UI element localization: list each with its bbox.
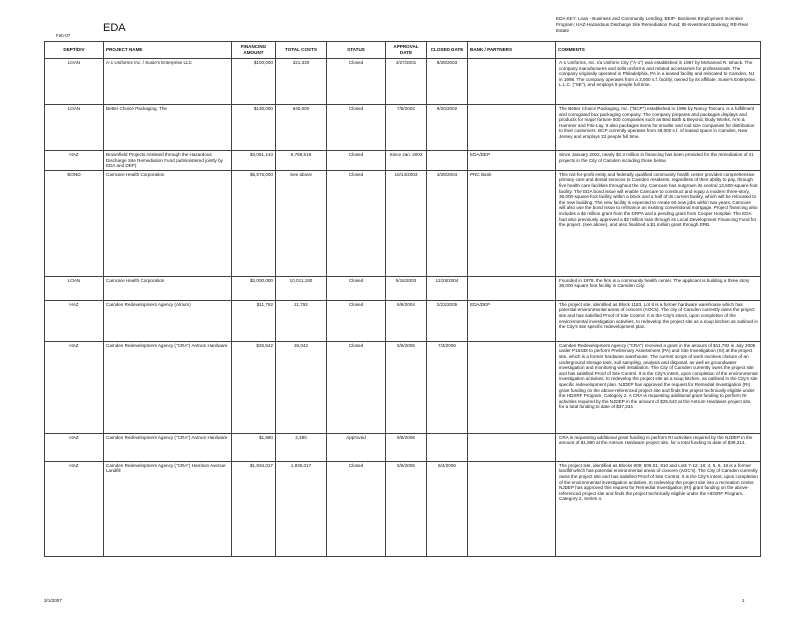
total-cost-cell: 1,935,017 (276, 461, 327, 556)
status-cell: Approved (327, 433, 386, 461)
col-dept: DEPT/DIV (45, 42, 104, 59)
closed-date-cell: 12/28/2004 (427, 276, 468, 300)
project-name-cell: Camden Redevelopment Agency ("CRA") Antrum Hardware (104, 433, 232, 461)
col-financing: FINANCING AMOUNT (232, 42, 276, 59)
project-name-cell: Camden Redevelopment Agency ("CRA") Harrison Avenue Landfill (104, 461, 232, 556)
table-row (45, 105, 761, 151)
closed-date-cell: 9/20/2002 (427, 105, 468, 151)
project-name-cell: Camden Redevelopment Agency (Atrium) (104, 300, 232, 341)
comments-cell: A-1 Uniforms, Inc. t/a Uniform City ("A-1") was established in 1967 by Mohamed R. Ishack. The company manufactures and sells uniforms and related accessories for professionals. The company originally operated in Philadelphia, PA in a leased facility and relocated to Camden, NJ in 1998. The company operates from a 3,000 s.f. facility, owned by its affiliate, Susie's Enterprise, L.L.C. ("SE"), and employs 9 people full time. (556, 59, 761, 105)
projects-table (44, 41, 761, 557)
status-cell: Closed (327, 105, 386, 151)
bank-partners-cell: EDA/DEP (468, 151, 556, 171)
financing-cell: $3,081,143 (232, 151, 276, 171)
financing-cell: $1,934,017 (232, 461, 276, 556)
project-name-cell: A-1 Uniforms Inc. / Susie's Enterprise LLC (104, 59, 232, 105)
approval-date-cell: 6/8/2004 (386, 300, 427, 341)
approval-date-cell: 5/9/2006 (386, 341, 427, 433)
dept-cell: HAZ (45, 300, 104, 341)
project-name-cell: Camden Redevelopment Agency ("CRA") Antrum Hardware (104, 341, 232, 433)
closed-date-cell: 4/29/2004 (427, 170, 468, 276)
table-header-row (45, 42, 761, 59)
table-row (45, 59, 761, 105)
financing-cell: $25,542 (232, 341, 276, 433)
comments-cell: The Better Choice Packaging, Inc. ("BCP") established in 1996 by Nancy Toscani, is a fulfillment and corrugated box packaging company. The company prepares and packages displays and products for major fortune 500 companies such as Bed Bath & Beyond, Body Works, Arm & Hammer and Fito-Lay. It also packages items for smaller and mid size companies for distribution to their customers. BCP currently operates from 28,000 s.f. of leased space in Camden, New Jersey and employs 23 people full time. (556, 105, 761, 151)
total-cost-cell: 26,042 (276, 341, 327, 433)
col-comments: COMMENTS (556, 42, 761, 59)
project-name-cell: Brownfield Projects Assisted through the Hazardous Discharge Site Remediation Fund (administered jointly by EDA and DEP) (104, 151, 232, 171)
dept-cell: BOND (45, 170, 104, 276)
header-date: Feb-07 (56, 33, 71, 38)
financing-cell: $100,000 (232, 59, 276, 105)
approval-date-cell: 7/8/2002 (386, 105, 427, 151)
total-cost-cell: 2,480 (276, 433, 327, 461)
status-cell: Closed (327, 276, 386, 300)
financing-cell: $5,575,000 (232, 170, 276, 276)
approval-date-cell: Since Jan. 2002 (386, 151, 427, 171)
closed-date-cell: 7/3/2006 (427, 341, 468, 433)
dept-cell: LOAN (45, 276, 104, 300)
dept-cell: HAZ (45, 433, 104, 461)
comments-cell: CRA is requesting additional grant funding to perform RI activities required by the NJDEP in the amount of $1,980 at the Antrum Hardware project site, for a total funding to date of $39,314. (556, 433, 761, 461)
total-cost-cell: See above (276, 170, 327, 276)
col-approval: APPROVAL DATE (386, 42, 427, 59)
comments-cell: Founded in 1978, the firm is a community health center. The applicant is building a three story 38,000 square foot facility in Camden City. (556, 276, 761, 300)
closed-date-cell: 8/4/2006 (427, 461, 468, 556)
status-cell: Closed (327, 341, 386, 433)
closed-date-cell: 2/23/2005 (427, 300, 468, 341)
project-name-cell: Camcare Health Corporation (104, 276, 232, 300)
bank-partners-cell (468, 276, 556, 300)
bank-partners-cell: EDA/DEP (468, 300, 556, 341)
dept-cell: HAZ (45, 461, 104, 556)
bank-partners-cell: PNC Bank (468, 170, 556, 276)
table-row (45, 433, 761, 461)
table-row (45, 170, 761, 276)
table-body (45, 59, 761, 557)
closed-date-cell (427, 151, 468, 171)
bank-partners-cell (468, 461, 556, 556)
total-cost-cell: 5,788,619 (276, 151, 327, 171)
closed-date-cell (427, 433, 468, 461)
table-row (45, 276, 761, 300)
eda-key-legend: EDA KEY: Loan - Business and Community Lending; BEIP- Business Employment Incentive Program; HAZ-Hazardous Discharge Site Remediation Fund; IB-Investment Banking; RE-Real Estate (556, 16, 748, 34)
total-cost-cell: 11,792 (276, 300, 327, 341)
page-header (44, 16, 760, 42)
comments-cell: The project site, identified as Blocks 809; 809.01; 810 and Lots 7-12; 18; 4, 5, 6, 18 is a former landfill which has potential environmental areas of concern (AOC's). The City of Camden currently owns the project site and has satisfied Proof of Site Control. It is the City's intent, upon completion of the environmental investigation activities, to redevelop the project site into a recreation center. NJDEP has approved this request for Remedial Investigation (RI) grant funding on the above-referenced project site and finds the project technically eligible under the HDSRF Program, Category 2, Series 4. (556, 461, 761, 556)
approval-date-cell: 4/27/2001 (386, 59, 427, 105)
dept-cell: HAZ (45, 341, 104, 433)
total-cost-cell: 640,000 (276, 105, 327, 151)
total-cost-cell: 321,330 (276, 59, 327, 105)
status-cell: Closed (327, 300, 386, 341)
table-row (45, 300, 761, 341)
col-project: PROJECT NAME (104, 42, 232, 59)
financing-cell: $11,792 (232, 300, 276, 341)
bank-partners-cell (468, 105, 556, 151)
dept-cell: LOAN (45, 59, 104, 105)
project-name-cell: Better Choice Packaging, The (104, 105, 232, 151)
col-status: STATUS (327, 42, 386, 59)
status-cell: Closed (327, 59, 386, 105)
approval-date-cell: 9/6/2006 (386, 433, 427, 461)
status-cell: Closed (327, 170, 386, 276)
table-row (45, 151, 761, 171)
project-name-cell: Camcare Health Corporation (104, 170, 232, 276)
approval-date-cell: 10/14/2003 (386, 170, 427, 276)
page-number: 1 (742, 598, 745, 603)
financing-cell: $2,000,000 (232, 276, 276, 300)
col-total: TOTAL COSTS (276, 42, 327, 59)
footer-date: 3/1/2007 (44, 598, 62, 603)
comments-cell: Camden Redevelopment Agency ("CRA") received a grant in the amount of $11,792 in July 2005 under P16438 to perform Preliminary Assessment (PA) and Site Investigation (SI) at the project site, which is a former hardware warehouse. The current scope of work involves closure of an underground storage tank, soil sampling, analysis and disposal, as well as groundwater investigation and monitoring well installation. The City of Camden currently owns the project site and has satisfied Proof of Site Control. It is the City's intent, upon completion of the environmental investigation activities, to redevelop the project site as a soup kitchen, as outlined in the City's site specific redevelopment plan. NJDEP has approved the request for Remedial Investigation (RI) grant funding on the above-referenced project site and finds the project technically eligible under the HDSRF Program, Category 2. A CRA is requesting additional grant funding to perform RI activities required by the NJDEP in the amount of $25,542 at the Antrum Hardware project site, for a total funding to date of $37,334. (556, 341, 761, 433)
status-cell: Closed (327, 151, 386, 171)
status-cell: Closed (327, 461, 386, 556)
col-bank: BANK / PARTNERS (468, 42, 556, 59)
comments-cell: Since January 2002, nearly $2.3 million in financing has been provided for the remediation of 21 projects in the City of Camden including those below. (556, 151, 761, 171)
approval-date-cell: 5/9/2006 (386, 461, 427, 556)
table-row (45, 461, 761, 556)
comments-cell: This not-for-profit entity and federally qualified community health center provides comprehensive primary care and dental services to Camden residents, regardless of their ability to pay, through five health care facilities throughout the city. Camcare has outgrown its central 13,600-square-foot facility. The EDA bond issue will enable Camcare to construct and equip a modern three-story, 38,000-square-foot facility within a block and a half of its current facility, which will be relocated to the new building. The new facility is expected to create 60 new jobs within two years. Camcare will also use the bond issue to refinance an existing conventional mortgage. Project financing also includes a $2 million grant from the DRPA and a pending grant from Cooper Hospital. The EDA had also previously approved a $2 million loan through its Local Development Financing Fund for the project. (see above), and also finalized a $1 million grant through ERB. (556, 170, 761, 276)
col-closed: CLOSED DATE (427, 42, 468, 59)
bank-partners-cell (468, 433, 556, 461)
dept-cell: HAZ (45, 151, 104, 171)
table-row (45, 341, 761, 433)
approval-date-cell: 5/16/2003 (386, 276, 427, 300)
bank-partners-cell (468, 341, 556, 433)
comments-cell: The project site, identified as Block 1183, Lot 8 is a former hardware warehouse which has potential environmental areas of concern (AOCs). The city of Camden currently owns the project site and has satisfied Proof of Site Control. It is the City's intent, upon completion of the environmental investigation activities, to redevelop the project site as a soup kitchen as outlined in the City's site specific redevelopment plan. (556, 300, 761, 341)
financing-cell: $1,980 (232, 433, 276, 461)
total-cost-cell: 10,011,180 (276, 276, 327, 300)
page-title: EDA (103, 22, 126, 34)
closed-date-cell: 8/29/2003 (427, 59, 468, 105)
financing-cell: $130,000 (232, 105, 276, 151)
dept-cell: LOAN (45, 105, 104, 151)
bank-partners-cell (468, 59, 556, 105)
